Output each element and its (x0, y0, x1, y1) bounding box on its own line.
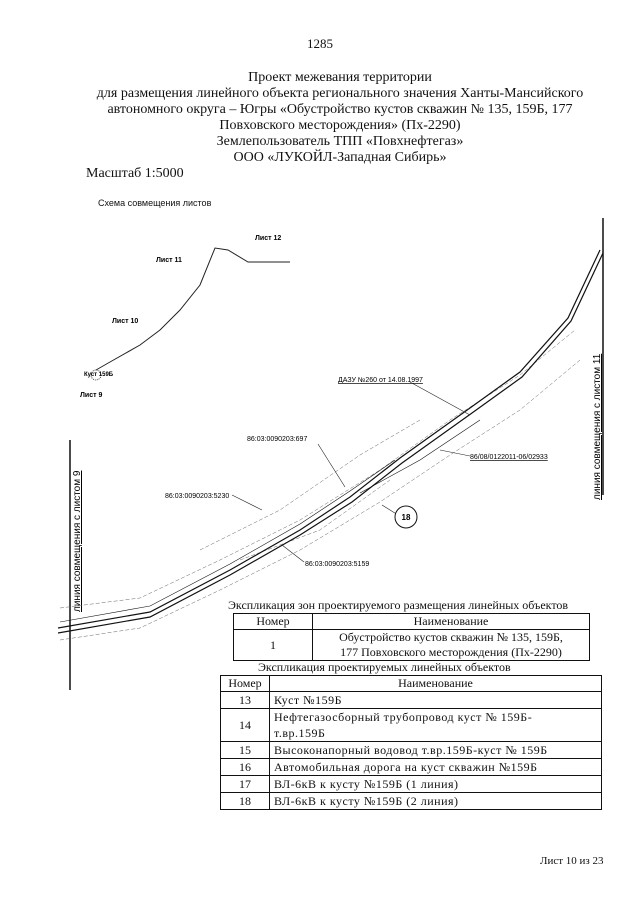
row-name-line: Нефтегазосборный трубопровод куст № 159Б- (274, 710, 533, 724)
row-number: 15 (221, 742, 270, 759)
kust-159b-label: Куст 159Б (84, 372, 114, 378)
table-row (221, 776, 602, 793)
row-name (270, 709, 602, 742)
row-number: 18 (221, 793, 270, 810)
row-name-line: т.вр.159Б (274, 726, 326, 740)
row-name: ВЛ-6кВ к кусту №159Б (2 линия) (270, 793, 602, 810)
sheet-label-10: Лист 10 (112, 318, 139, 325)
header-name: Наименование (313, 614, 590, 630)
title-line: ООО «ЛУКОЙЛ-Западная Сибирь» (233, 150, 447, 165)
parcel-label-5230: 86:03:0090203:5230 (165, 493, 230, 500)
row-name-line: 177 Повховского месторождения (Пх-2290) (340, 645, 562, 659)
header-name: Наименование (270, 676, 602, 692)
row-name: ВЛ-6кВ к кусту №159Б (1 линия) (270, 776, 602, 793)
zones-table-title: Экспликация зон проектируемого размещения линейных объектов (228, 598, 569, 612)
table-row (221, 709, 602, 742)
title-line: Проект межевания территории (248, 70, 432, 85)
row-number: 16 (221, 759, 270, 776)
sheet-label-11: Лист 11 (156, 257, 182, 264)
match-line-right-label: линия совмещения с листом 11 (592, 353, 603, 500)
row-number: 14 (221, 709, 270, 742)
row-number: 17 (221, 776, 270, 793)
title-line: для размещения линейного объекта регионального значения Ханты-Мансийского (96, 86, 584, 101)
sheet-label-12: Лист 12 (255, 235, 282, 242)
sheet-scheme-line (96, 248, 290, 370)
row-name (313, 630, 590, 661)
object-marker-18-label: 18 (401, 513, 411, 522)
leader-lines (232, 382, 470, 562)
pipeline-corridor (58, 250, 603, 633)
table-row (234, 630, 590, 661)
objects-table-title: Экспликация проектируемых линейных объектов (258, 660, 511, 674)
title-line: автономного округа – Югры «Обустройство кустов скважин № 135, 159Б, 177 (107, 102, 573, 117)
boundary-lines (60, 330, 580, 640)
parcel-label-dazu: ДАЗУ №260 от 14.08.1997 (338, 377, 423, 384)
table-row (221, 759, 602, 776)
title-line: Повховского месторождения» (Пх-2290) (219, 118, 461, 133)
sheet-number-footer: Лист 10 из 23 (540, 855, 604, 867)
header-number: Номер (234, 614, 313, 630)
row-name: Автомобильная дорога на куст скважин №159Б (270, 759, 602, 776)
title-line: Землепользователь ТПП «Повхнефтегаз» (216, 134, 464, 149)
table-header-row (221, 676, 602, 692)
sheet-label-9: Лист 9 (80, 392, 103, 399)
row-name: Куст №159Б (270, 692, 602, 709)
row-name-line: Обустройство кустов скважин № 135, 159Б, (339, 630, 563, 644)
parcel-label-697: 86:03:0090203:697 (247, 436, 308, 443)
table-row (221, 793, 602, 810)
parcel-label-5159: 86:03:0090203:5159 (305, 561, 370, 568)
table-row (221, 742, 602, 759)
zones-table (233, 613, 590, 661)
row-number: 1 (234, 630, 313, 661)
sheet-scheme-label: Схема совмещения листов (98, 198, 212, 208)
page-number: 1285 (307, 36, 333, 51)
row-name: Высоконапорный водовод т.вр.159Б-куст № 159Б (270, 742, 602, 759)
table-header-row (234, 614, 590, 630)
table-row (221, 692, 602, 709)
map-scale: Масштаб 1:5000 (86, 166, 184, 181)
row-number: 13 (221, 692, 270, 709)
objects-table (220, 675, 602, 810)
parcel-label-2933: 86/08/0122011-06/02933 (470, 454, 548, 461)
header-number: Номер (221, 676, 270, 692)
match-line-left-label: линия совмещения с листом 9 (72, 470, 83, 612)
